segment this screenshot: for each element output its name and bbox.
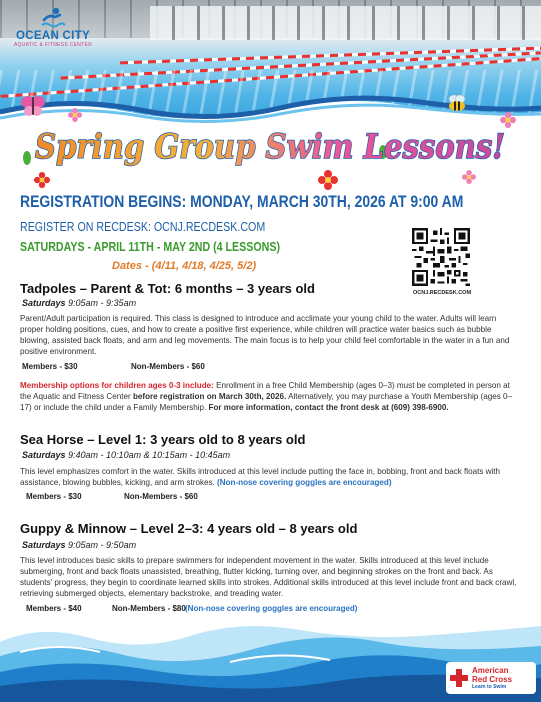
membership-contact: For more information, contact the front desk at (609) 398-6900. bbox=[208, 403, 449, 412]
seahorse-description-text: This level emphasizes comfort in the water. Skills introduced at this level include putting the face in, bobbing, front and back floats with assistance, blowing bubbles, kicking, and arm strokes. bbox=[20, 467, 501, 487]
seahorse-time-text: 9:40am - 10:10am & 10:15am - 10:45am bbox=[65, 450, 231, 460]
tadpoles-day: Saturdays bbox=[22, 298, 66, 308]
guppy-members-price: Members - $40 bbox=[26, 604, 82, 613]
registration-heading: REGISTRATION BEGINS: MONDAY, MARCH 30TH, 2026 AT 9:00 AM bbox=[20, 192, 464, 211]
red-cross-badge bbox=[446, 662, 536, 694]
saturdays-schedule: SATURDAYS - APRIL 11TH - MAY 2ND (4 LESSONS) bbox=[20, 239, 281, 254]
logo-subtitle: AQUATIC & FITNESS CENTER bbox=[13, 42, 93, 48]
learn-to-swim: Learn to Swim bbox=[472, 684, 507, 690]
seahorse-time bbox=[22, 450, 230, 460]
red-cross-icon bbox=[450, 669, 468, 687]
spring-swim-title bbox=[0, 118, 541, 178]
guppy-description: This level introduces basic skills to prepare swimmers for independent movement in the water. Skills introduced at this level include submerging, front and back floats unassisted, breathing, flutter kicking, turning over, and beginning strokes on the front and back. As students' progress, they begin to coordinate learned skills into strokes. Additional skills introduced at this level include front and back crawl, retrieving submerged objects, elementary backstroke, and treading water. bbox=[20, 556, 517, 598]
register-on-recdesk[interactable]: REGISTER ON RECDESK: OCNJ.RECDESK.COM bbox=[20, 219, 266, 234]
butterfly-icon bbox=[20, 93, 46, 119]
red-cross-line2: Red Cross bbox=[472, 675, 513, 684]
bee-icon bbox=[445, 93, 469, 113]
guppy-title: Guppy & Minnow – Level 2–3: 4 years old – 8 years old bbox=[20, 521, 358, 536]
tadpoles-nonmembers-price: Non-Members - $60 bbox=[131, 362, 205, 371]
guppy-time bbox=[22, 540, 136, 550]
guppy-nonmembers-price: Non-Members - $80 bbox=[112, 604, 186, 613]
tadpoles-time bbox=[22, 298, 136, 308]
guppy-day: Saturdays bbox=[22, 540, 66, 550]
membership-options bbox=[20, 380, 520, 413]
membership-deadline: before registration on March 30th, 2026. bbox=[132, 392, 287, 401]
tadpoles-members-price: Members - $30 bbox=[22, 362, 78, 371]
qr-code[interactable] bbox=[412, 228, 470, 286]
seahorse-title: Sea Horse – Level 1: 3 years old to 8 years old bbox=[20, 432, 306, 447]
seahorse-goggles-note: (Non-nose covering goggles are encouraged) bbox=[217, 478, 392, 487]
logo-name: OCEAN CITY bbox=[16, 30, 90, 42]
membership-options-text: Enrollment in a free Child Membership (ages 0–3) must be completed in person at the Aquatic and Fitness Center bbox=[20, 381, 510, 401]
qr-caption: OCNJ.RECDESK.COM bbox=[412, 290, 472, 296]
title-text: Spring Group Swim Lessons! bbox=[35, 127, 505, 167]
seahorse-members-price: Members - $30 bbox=[26, 492, 82, 501]
seahorse-description bbox=[20, 466, 520, 488]
seahorse-day: Saturdays bbox=[22, 450, 66, 460]
membership-options-label: Membership options for children ages 0-3 include: bbox=[20, 381, 214, 390]
swimmer-icon bbox=[40, 6, 66, 30]
tadpoles-time-text: 9:05am - 9:35am bbox=[65, 298, 137, 308]
guppy-time-text: 9:05am - 9:50am bbox=[65, 540, 137, 550]
ocean-city-logo bbox=[8, 6, 98, 68]
tadpoles-title: Tadpoles – Parent & Tot: 6 months – 3 years old bbox=[20, 281, 315, 296]
seahorse-nonmembers-price: Non-Members - $60 bbox=[124, 492, 198, 501]
red-cross-name bbox=[472, 666, 512, 684]
guppy-goggles-note: (Non-nose covering goggles are encouraged) bbox=[185, 604, 358, 613]
membership-alt-text: Alternatively, you may purchase a Youth Membership (ages 0–17) or include the child under a Family Membership. bbox=[20, 392, 513, 412]
lesson-dates: Dates - (4/11, 4/18, 4/25, 5/2) bbox=[112, 260, 257, 272]
tadpoles-description: Parent/Adult participation is required. This class is designed to introduce and acclimate your young child to the water. Adults will learn proper holding positions, cues, and how to create a positive first experience, while children will practice water basics such as bubble blowing, assisted back floats, and arm and leg movements. The main focus is to help your child feel comfortable in the water in a fun and positive environment. bbox=[20, 314, 510, 356]
red-cross-line1: American bbox=[472, 666, 509, 675]
hero-windows bbox=[150, 6, 541, 40]
